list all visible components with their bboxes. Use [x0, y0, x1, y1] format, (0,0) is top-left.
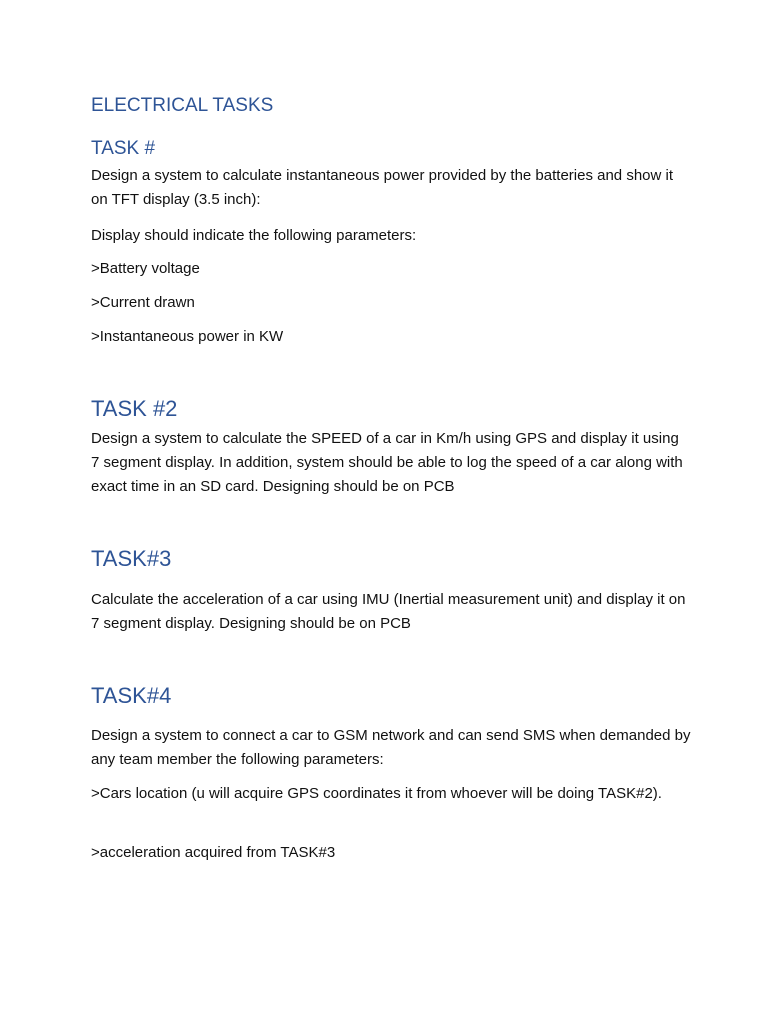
task1-heading: TASK #: [91, 138, 156, 159]
task3-heading: TASK#3: [91, 546, 172, 571]
task4-description: Design a system to connect a car to GSM network and can send SMS when demanded by any team member the following parameters:: [91, 727, 691, 768]
task1-description: Design a system to calculate instantaneous power provided by the batteries and show it on TFT display (3.5 inch):: [91, 167, 673, 208]
document-page: [91, 0, 691, 1024]
task4-heading: TASK#4: [91, 683, 172, 708]
task1-intro: Display should indicate the following parameters:: [91, 227, 417, 244]
task1-param-battery-voltage: >Battery voltage: [91, 260, 200, 277]
task3-description: Calculate the acceleration of a car using IMU (Inertial measurement unit) and display it on 7 segment display. Designing should be on PCB: [91, 591, 686, 632]
task1-param-current-drawn: >Current drawn: [91, 294, 195, 311]
document-title: ELECTRICAL TASKS: [91, 95, 274, 116]
task2-description: Design a system to calculate the SPEED of a car in Km/h using GPS and display it using 7 segment display. In addition, system should be able to log the speed of a car along with exact time in an SD card. Designing should be on PCB: [91, 430, 683, 495]
task4-param-cars-location: >Cars location (u will acquire GPS coordinates it from whoever will be doing TASK#2).: [91, 785, 662, 802]
task4-param-acceleration: >acceleration acquired from TASK#3: [91, 844, 336, 861]
task2-heading: TASK #2: [91, 396, 178, 421]
task1-param-instantaneous-power: >Instantaneous power in KW: [91, 328, 284, 345]
